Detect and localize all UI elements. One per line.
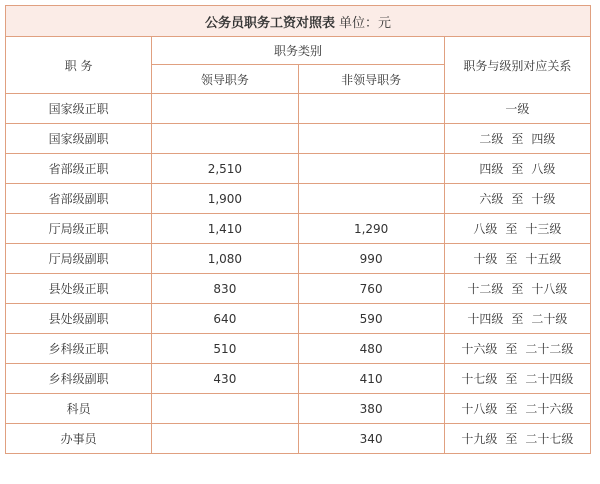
cell-position: 科员	[6, 394, 152, 424]
cell-non-leading: 760	[298, 274, 444, 304]
cell-grade-range	[444, 94, 590, 124]
grade-to-word: 至	[511, 192, 524, 206]
cell-position: 省部级副职	[6, 184, 152, 214]
cell-leading: 640	[152, 304, 298, 334]
cell-grade-range	[444, 304, 590, 334]
salary-table-body	[6, 6, 591, 454]
cell-grade-range	[444, 274, 590, 304]
cell-grade-range	[444, 424, 590, 454]
cell-non-leading: 410	[298, 364, 444, 394]
grade-to: 二十六级	[525, 402, 574, 416]
grade-from: 四级	[479, 162, 504, 176]
grade-to: 十级	[531, 192, 556, 206]
grade-to: 四级	[531, 132, 556, 146]
table-row	[6, 214, 591, 244]
table-row	[6, 364, 591, 394]
cell-leading	[152, 124, 298, 154]
title-row	[6, 6, 591, 37]
cell-non-leading: 590	[298, 304, 444, 334]
cell-position: 办事员	[6, 424, 152, 454]
cell-position: 厅局级副职	[6, 244, 152, 274]
table-row	[6, 94, 591, 124]
grade-to: 二十四级	[525, 372, 574, 386]
cell-non-leading	[298, 94, 444, 124]
grade-from: 二级	[479, 132, 504, 146]
cell-position: 县处级正职	[6, 274, 152, 304]
grade-from: 十六级	[461, 342, 498, 356]
cell-grade-range	[444, 334, 590, 364]
cell-position: 乡科级副职	[6, 364, 152, 394]
grade-from: 十七级	[461, 372, 498, 386]
table-title: 公务员职务工资对照表	[204, 15, 335, 31]
grade-to: 十八级	[531, 282, 568, 296]
cell-position: 国家级副职	[6, 124, 152, 154]
grade-to-word: 至	[505, 432, 518, 446]
table-row	[6, 304, 591, 334]
salary-table	[5, 5, 591, 454]
cell-position: 国家级正职	[6, 94, 152, 124]
header-row-1	[6, 37, 591, 65]
grade-from: 六级	[479, 192, 504, 206]
grade-to-word: 至	[511, 132, 524, 146]
header-non-leading: 非领导职务	[298, 65, 444, 94]
cell-leading	[152, 424, 298, 454]
cell-leading: 830	[152, 274, 298, 304]
grade-from: 十二级	[467, 282, 504, 296]
table-row	[6, 274, 591, 304]
title-cell	[6, 6, 591, 37]
grade-from: 八级	[473, 222, 498, 236]
grade-from: 十级	[473, 252, 498, 266]
cell-non-leading	[298, 124, 444, 154]
grade-to: 八级	[531, 162, 556, 176]
grade-from: 十四级	[467, 312, 504, 326]
grade-from: 十八级	[461, 402, 498, 416]
cell-position: 乡科级正职	[6, 334, 152, 364]
table-row	[6, 124, 591, 154]
header-position: 职 务	[6, 37, 152, 94]
grade-from: 十九级	[461, 432, 498, 446]
table-row	[6, 424, 591, 454]
cell-grade-range	[444, 394, 590, 424]
grade-to: 十五级	[525, 252, 562, 266]
cell-non-leading: 380	[298, 394, 444, 424]
header-category: 职务类别	[152, 37, 445, 65]
grade-to-word: 至	[511, 282, 524, 296]
cell-grade-range	[444, 124, 590, 154]
salary-table-frame	[5, 5, 591, 454]
grade-to-word: 至	[511, 162, 524, 176]
cell-leading: 1,080	[152, 244, 298, 274]
cell-position: 厅局级正职	[6, 214, 152, 244]
header-leading: 领导职务	[152, 65, 298, 94]
cell-leading	[152, 394, 298, 424]
header-grade-relation: 职务与级别对应关系	[444, 37, 590, 94]
cell-grade-range	[444, 244, 590, 274]
cell-non-leading: 480	[298, 334, 444, 364]
table-row	[6, 394, 591, 424]
table-unit: 单位：元	[339, 15, 392, 31]
grade-to-word: 至	[505, 222, 518, 236]
cell-non-leading: 990	[298, 244, 444, 274]
cell-non-leading	[298, 154, 444, 184]
grade-to-word: 至	[511, 312, 524, 326]
cell-leading: 510	[152, 334, 298, 364]
cell-grade-range	[444, 184, 590, 214]
table-row	[6, 244, 591, 274]
cell-grade-range	[444, 214, 590, 244]
grade-to: 十三级	[525, 222, 562, 236]
cell-position: 县处级副职	[6, 304, 152, 334]
cell-grade-range	[444, 364, 590, 394]
cell-non-leading: 1,290	[298, 214, 444, 244]
table-row	[6, 334, 591, 364]
grade-to: 二十二级	[525, 342, 574, 356]
table-row	[6, 154, 591, 184]
grade-to: 二十七级	[525, 432, 574, 446]
cell-leading: 1,900	[152, 184, 298, 214]
grade-to-word: 至	[505, 252, 518, 266]
table-row	[6, 184, 591, 214]
cell-leading: 1,410	[152, 214, 298, 244]
cell-leading	[152, 94, 298, 124]
grade-to: 二十级	[531, 312, 568, 326]
cell-leading: 2,510	[152, 154, 298, 184]
grade-to-word: 至	[505, 372, 518, 386]
cell-leading: 430	[152, 364, 298, 394]
cell-position: 省部级正职	[6, 154, 152, 184]
cell-grade-range	[444, 154, 590, 184]
cell-non-leading	[298, 184, 444, 214]
grade-to-word: 至	[505, 342, 518, 356]
grade-to-word: 至	[505, 402, 518, 416]
grade-from: 一级	[505, 102, 530, 116]
cell-non-leading: 340	[298, 424, 444, 454]
